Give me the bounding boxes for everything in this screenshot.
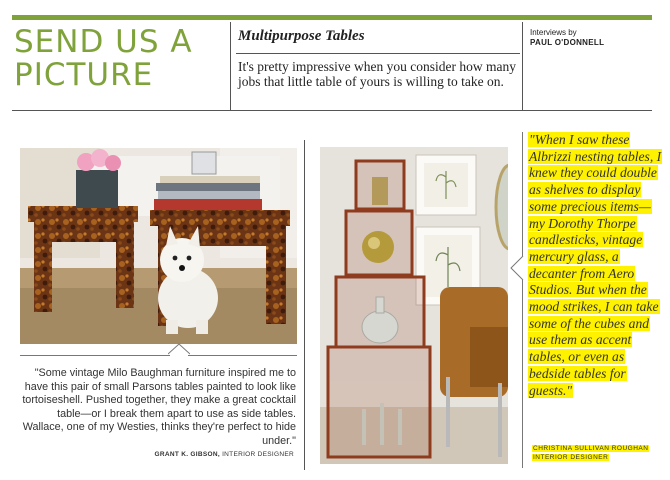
story2-credit-name: CHRISTINA SULLIVAN ROUGHAN	[533, 445, 649, 452]
quote-rule-top	[522, 132, 523, 256]
caption-pointer	[168, 343, 190, 355]
caption1-top-rule	[20, 355, 170, 356]
quote-rule-bottom	[522, 280, 523, 468]
tortoiseshell-tables-photo	[20, 148, 297, 344]
header-divider-left	[230, 22, 231, 110]
interviews-label: Interviews by	[530, 28, 577, 37]
column-dek: It's pretty impressive when you consider how many jobs that little table of yours is willing to take on.	[238, 59, 517, 89]
quote-pointer	[510, 256, 524, 280]
nesting-tables-illustration	[320, 147, 508, 464]
story1-credit	[22, 451, 294, 458]
nesting-tables-photo	[320, 147, 508, 464]
header-bottom-rule	[12, 110, 652, 111]
top-accent-rule	[12, 15, 652, 20]
story1-caption: "Some vintage Milo Baughman furniture inspired me to have this pair of small Parsons tables painted to look like tortoiseshell. Pushed together, they make a great cocktail table—or I break them apart to use as side tables. Wallace, one of my Westies, thinks they're perfect to hide under."	[22, 367, 296, 447]
caption1-top-rule-right	[188, 355, 297, 356]
story2-quote	[528, 132, 663, 399]
tortoiseshell-tables-illustration	[20, 148, 297, 344]
story2-credit	[532, 444, 652, 462]
section-title: SEND US A PICTURE	[14, 24, 193, 93]
interviewer-name: PAUL O'DONNELL	[530, 38, 605, 47]
header-divider-right	[522, 22, 523, 110]
story2-quote-text: "When I saw these Albrizzi nesting tables, I knew they could double as shelves to display some precious items—my Dorothy Thorpe candlesticks, vintage mercury glass, a decanter from Aero Studios. But when the mood strikes, I can take some of the cubes and use them as accent tables, or even as bedside tables for guests."	[529, 132, 662, 398]
column-title: Multipurpose Tables	[238, 28, 365, 44]
story1-credit-name: GRANT K. GIBSON,	[154, 451, 220, 458]
story1-credit-role: INTERIOR DESIGNER	[222, 451, 294, 458]
story2-credit-role: INTERIOR DESIGNER	[533, 454, 609, 461]
story-divider	[304, 140, 305, 470]
title-underline	[236, 53, 520, 54]
